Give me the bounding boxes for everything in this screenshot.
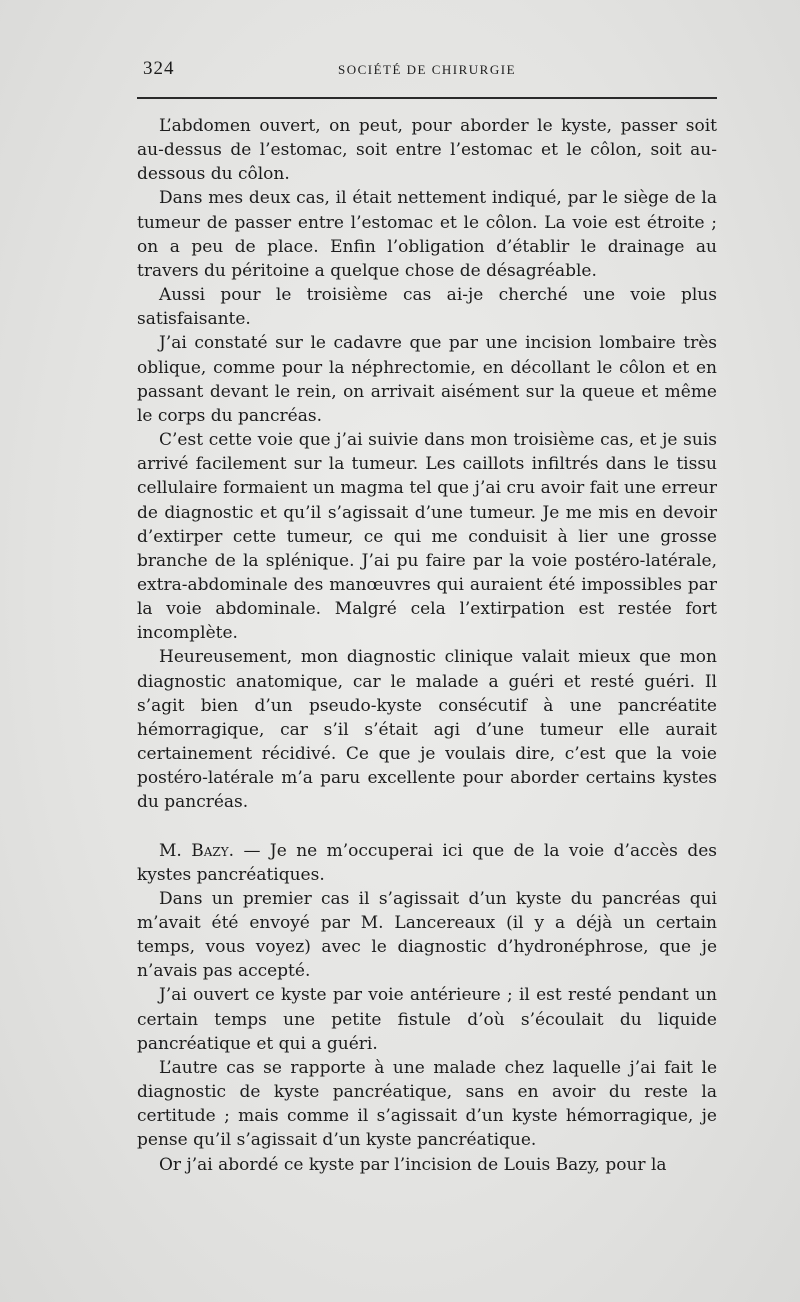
paragraph: C’est cette voie que j’ai suivie dans mon troisième cas, et je suis arrivé facilement sur la tumeur. Les caillots infiltrés dans le tissu cellulaire formaient un magma tel que j’ai cru avoir fait une erreur de diagnostic et qu’il s’agissait d’une tumeur. Je me mis en devoir d’extirper cette tumeur, ce qui me conduisit à lier une grosse branche de la splénique. J’ai pu faire par la voie postéro-latérale, extra-abdominale des manœuvres qui auraient été impossibles par la voie abdominale. Malgré cela l’extirpation est restée fort incomplète.	[137, 430, 717, 644]
paragraph: Or j’ai abordé ce kyste par l’incision de Louis Bazy, pour la	[159, 1154, 667, 1175]
speaker-name: M. Bazy.	[159, 840, 235, 861]
bazy-opening-paragraph	[137, 839, 717, 887]
paragraph: J’ai ouvert ce kyste par voie antérieure ; il est resté pendant un certain temps une petite fistule d’où s’écoulait du liquide pancréatique et qui a guéri.	[137, 985, 717, 1054]
page-header	[137, 58, 717, 88]
paragraph: Heureusement, mon diagnostic clinique valait mieux que mon diagnostic anatomique, car le malade a guéri et resté guéri. Il s’agit bien d’un pseudo-kyste consécutif à une pancréatite hémorragique, car s’il s’était agi d’une tumeur elle aurait certainement récidivé. Ce que je voulais dire, c’est que la voie postéro-latérale m’a paru excellente pour aborder certains kystes du pancréas.	[137, 647, 717, 813]
paragraph: J’ai constaté sur le cadavre que par une incision lombaire très oblique, comme pour la néphrectomie, en décollant le côlon et en passant devant le rein, on arrivait aisément sur la queue et même le corps du pancréas.	[137, 333, 717, 426]
speaker-opening-text: — Je ne m’occuperai ici que de la voie d’accès des kystes pancréatiques.	[137, 840, 717, 885]
paragraph: Aussi pour le troisième cas ai-je cherché une voie plus satisfaisante.	[137, 285, 717, 330]
paragraph: L’autre cas se rapporte à une malade chez laquelle j’ai fait le diagnostic de kyste pancréatique, sans en avoir du reste la certitude ; mais comme il s’agissait d’un kyste hémorragique, je pense qu’il s’agissait d’un kyste pancréatique.	[137, 1057, 717, 1151]
paragraph: Dans un premier cas il s’agissait d’un kyste du pancréas qui m’avait été envoyé par M. Lancereaux (il y a déjà un certain temps, vous voyez) avec le diagnostic d’hydronéphrose, que je n’avais pas accepté.	[137, 888, 717, 982]
paragraph: L’abdomen ouvert, on peut, pour aborder le kyste, passer soit au-dessus de l’estomac, soit entre l’estomac et le côlon, soit au-dessous du côlon.	[137, 116, 717, 185]
page-number: 324	[143, 58, 175, 79]
paragraph: Dans mes deux cas, il était nettement indiqué, par le siège de la tumeur de passer entre l’estomac et le côlon. La voie est étroite ; on a peu de place. Enfin l’obligation d’établir le drainage au travers du péritoine a quelque chose de désagréable.	[137, 188, 717, 281]
header-rule	[137, 97, 717, 99]
running-title: SOCIÉTÉ DE CHIRURGIE	[337, 62, 517, 77]
body-text	[137, 114, 717, 1177]
